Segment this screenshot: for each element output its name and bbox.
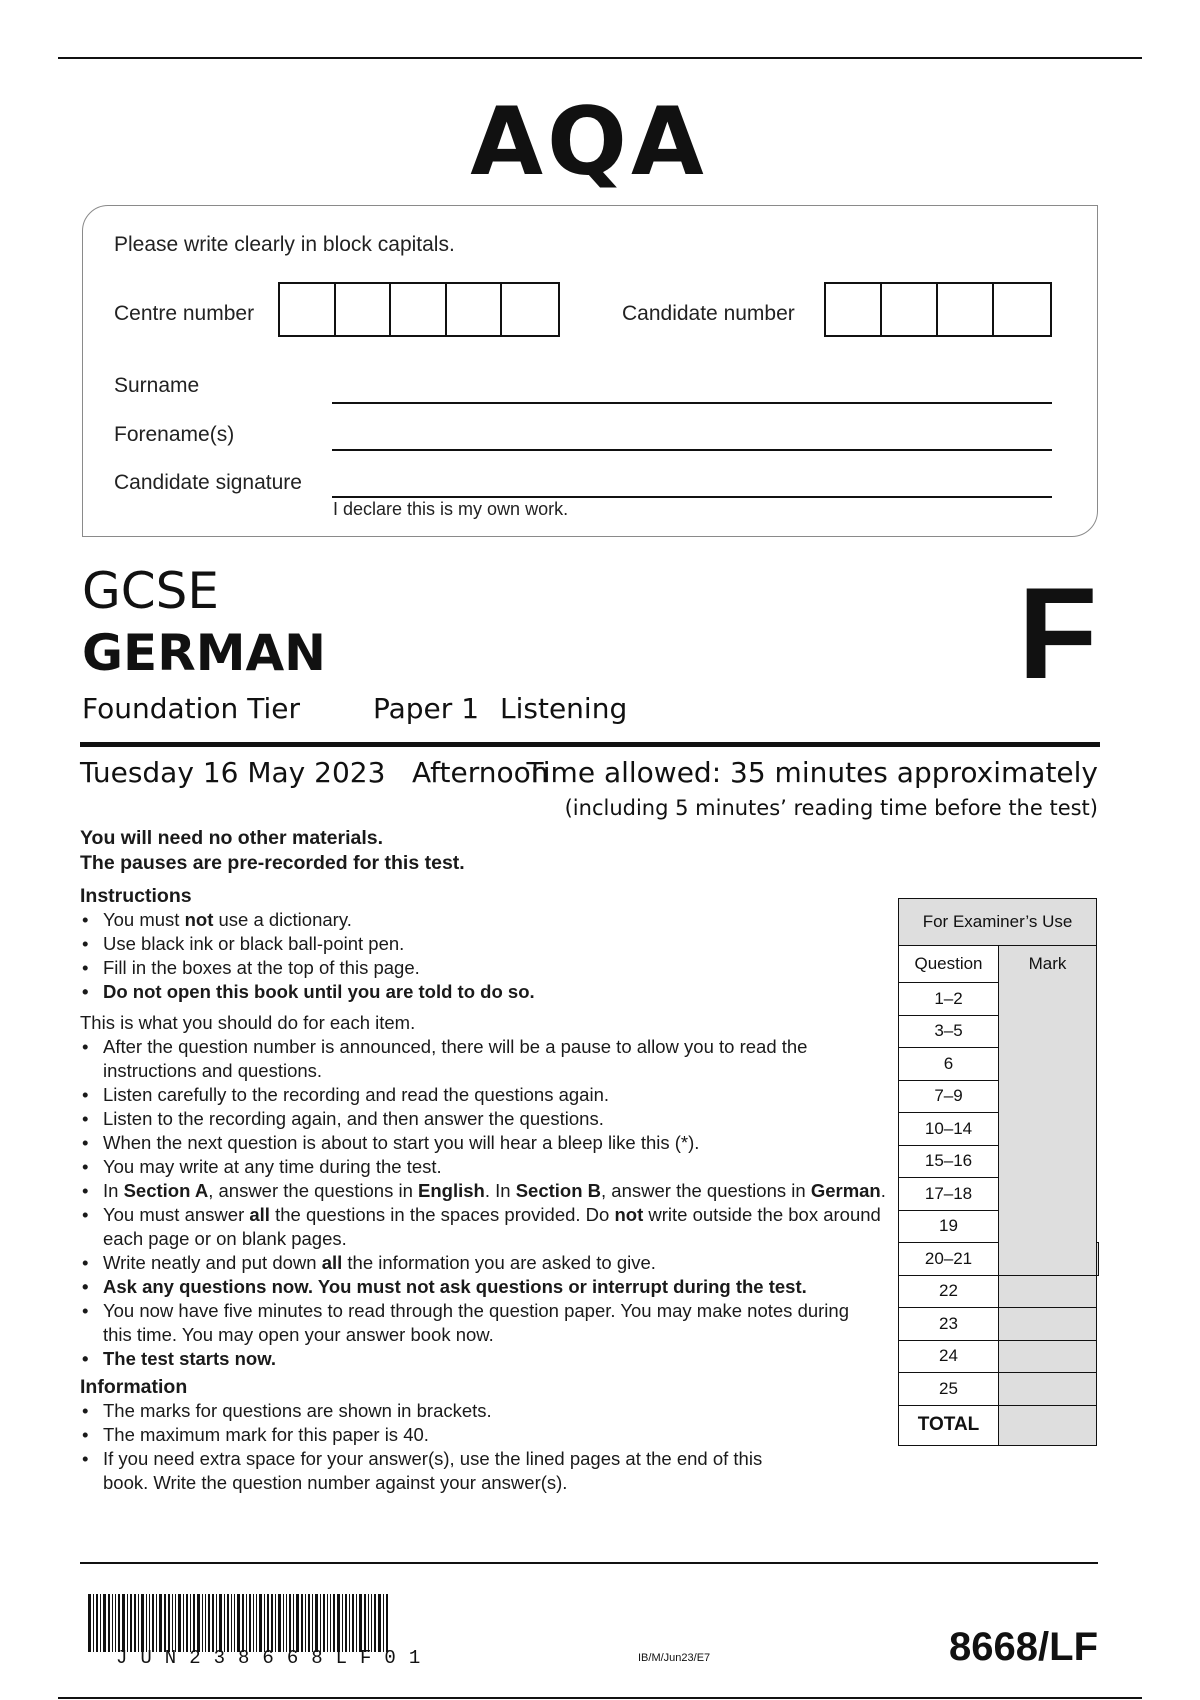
barcode-bar — [183, 1594, 184, 1652]
barcode-bar — [246, 1594, 247, 1652]
list-item: • You may write at any time during the test. — [80, 1155, 898, 1179]
exam-session: Afternoon — [412, 756, 549, 789]
digit-box[interactable] — [447, 284, 503, 335]
footer-rule — [80, 1562, 1098, 1564]
qualification-title: GCSE — [82, 562, 219, 620]
surname-label: Surname — [114, 374, 200, 397]
tier-label: Foundation Tier — [82, 692, 300, 725]
barcode-bar — [227, 1594, 229, 1652]
instructions-section — [80, 884, 898, 1495]
list-item: • Do not open this book until you are told to do so. — [80, 980, 898, 1004]
instructions-list-items — [80, 1035, 898, 1371]
barcode-bar — [146, 1594, 147, 1652]
information-list — [80, 1399, 800, 1495]
forename-label: Forename(s) — [114, 423, 235, 446]
barcode-bar — [253, 1594, 254, 1652]
question-cell: 23 — [899, 1308, 999, 1341]
barcode-bar — [312, 1594, 313, 1652]
barcode-bar — [323, 1594, 325, 1652]
barcode-bar — [349, 1594, 350, 1652]
mark-cell[interactable] — [999, 1275, 1097, 1308]
barcode-bar — [333, 1594, 335, 1652]
barcode-bar — [208, 1594, 210, 1652]
digit-box[interactable] — [280, 284, 336, 335]
barcode-bar — [112, 1594, 113, 1652]
materials-line-1: You will need no other materials. — [80, 827, 384, 849]
barcode-bar — [356, 1594, 357, 1652]
barcode-bar — [305, 1594, 306, 1652]
barcode-bar — [371, 1594, 372, 1652]
list-item: • If you need extra space for your answer(s), use the lined pages at the end of this book. Write the question number against your answer(s). — [80, 1447, 800, 1495]
question-cell: 19 — [899, 1210, 999, 1243]
barcode-bar — [378, 1594, 381, 1652]
barcode-bar — [249, 1594, 251, 1652]
barcode-bar — [267, 1594, 269, 1652]
list-item: • In Section A, answer the questions in English. In Section B, answer the questions in German. — [80, 1179, 898, 1203]
digit-box[interactable] — [938, 284, 994, 335]
declaration-text: I declare this is my own work. — [333, 499, 569, 519]
question-column-header: Question — [899, 946, 999, 983]
exam-date: Tuesday 16 May 2023 — [80, 756, 386, 789]
candidate-number-label: Candidate number — [622, 302, 795, 325]
subject-title: GERMAN — [82, 624, 326, 682]
barcode-bar — [216, 1594, 217, 1652]
candidate-number-boxes[interactable] — [824, 282, 1052, 337]
question-cell: 1–2 — [899, 983, 999, 1016]
bottom-rule — [58, 1697, 1142, 1699]
barcode-bar — [193, 1594, 195, 1652]
barcode-bar — [152, 1594, 154, 1652]
barcode-bar — [315, 1594, 318, 1652]
digit-box[interactable] — [391, 284, 447, 335]
barcode-bar — [264, 1594, 265, 1652]
barcode-bar — [122, 1594, 125, 1652]
digit-box[interactable] — [994, 284, 1050, 335]
question-cell: 6 — [899, 1048, 999, 1081]
barcode-bar — [330, 1594, 331, 1652]
barcode-bar — [205, 1594, 206, 1652]
barcode-bar — [327, 1594, 328, 1652]
materials-line-2: The pauses are pre-recorded for this test. — [80, 852, 465, 874]
paper-label: Paper 1 — [373, 692, 480, 725]
barcode-bar — [118, 1594, 120, 1652]
list-item: • Use black ink or black ball-point pen. — [80, 932, 898, 956]
mark-cell[interactable] — [1097, 1243, 1099, 1276]
mark-column-header: Mark — [999, 946, 1097, 1276]
title-rule — [80, 742, 1100, 747]
surname-field[interactable] — [332, 402, 1052, 404]
barcode-bar — [383, 1594, 384, 1652]
list-item: • After the question number is announced, there will be a pause to allow you to read the instructions and questions. — [80, 1035, 898, 1083]
barcode-bar — [259, 1594, 262, 1652]
examiner-table-header: For Examiner’s Use — [899, 899, 1097, 946]
barcode-bar — [175, 1594, 176, 1652]
question-cell: 15–16 — [899, 1145, 999, 1178]
question-cell: 24 — [899, 1340, 999, 1373]
barcode-bar — [337, 1594, 340, 1652]
barcode-bar — [93, 1594, 94, 1652]
time-note: (including 5 minutes’ reading time before the test) — [564, 796, 1098, 820]
barcode-bar — [168, 1594, 170, 1652]
barcode-bar — [212, 1594, 214, 1652]
barcode-bar — [115, 1594, 116, 1652]
component-label: Listening — [500, 692, 628, 725]
digit-box[interactable] — [826, 284, 882, 335]
barcode-bar — [308, 1594, 310, 1652]
barcode-bar — [172, 1594, 173, 1652]
barcode-bar — [178, 1594, 181, 1652]
barcode-bar — [237, 1594, 240, 1652]
barcode-bar — [127, 1594, 128, 1652]
barcode-bar — [293, 1594, 294, 1652]
tier-letter: F — [1018, 560, 1098, 706]
barcode-bar — [278, 1594, 281, 1652]
barcode-bar — [164, 1594, 166, 1652]
barcode-bar — [190, 1594, 191, 1652]
barcode-bar — [286, 1594, 287, 1652]
barcode-bar — [134, 1594, 136, 1652]
barcode-bar — [231, 1594, 232, 1652]
barcode-bar — [100, 1594, 101, 1652]
mark-cell[interactable] — [999, 1308, 1097, 1341]
digit-box[interactable] — [336, 284, 392, 335]
barcode-bar — [141, 1594, 144, 1652]
barcode-bar — [374, 1594, 376, 1652]
list-item: • Write neatly and put down all the information you are asked to give. — [80, 1251, 898, 1275]
question-cell: 25 — [899, 1373, 999, 1406]
barcode-bar — [108, 1594, 110, 1652]
list-item: • The test starts now. — [80, 1347, 898, 1371]
barcode-bar — [219, 1594, 222, 1652]
barcode-bar — [283, 1594, 284, 1652]
list-item: • You now have five minutes to read through the question paper. You may make notes during this time. You may open your answer book now. — [80, 1299, 898, 1347]
top-rule — [58, 57, 1142, 59]
aqa-logo: AQA — [470, 88, 708, 197]
list-item: • The maximum mark for this paper is 40. — [80, 1423, 800, 1447]
barcode-bar — [256, 1594, 257, 1652]
barcode-bar — [202, 1594, 203, 1652]
list-item: • When the next question is about to start you will hear a bleep like this (*). — [80, 1131, 898, 1155]
list-item: • Ask any questions now. You must not ask questions or interrupt during the test. — [80, 1275, 898, 1299]
digit-box[interactable] — [882, 284, 938, 335]
barcode-bar — [342, 1594, 343, 1652]
barcode-bar — [345, 1594, 347, 1652]
mark-cell[interactable] — [999, 1373, 1097, 1406]
barcode-text: JUN238668LF01 — [116, 1647, 434, 1669]
signature-field[interactable] — [332, 496, 1052, 498]
barcode-bar — [242, 1594, 244, 1652]
centre-number-label: Centre number — [114, 302, 255, 325]
barcode-bar — [386, 1594, 388, 1652]
list-item: • Listen to the recording again, and then answer the questions. — [80, 1107, 898, 1131]
barcode-bar — [352, 1594, 354, 1652]
centre-number-boxes[interactable] — [278, 282, 560, 337]
barcode-bar — [271, 1594, 273, 1652]
barcode-bar — [296, 1594, 299, 1652]
barcode-bar — [156, 1594, 157, 1652]
item-intro: This is what you should do for each item. — [80, 1012, 416, 1033]
list-item: • Listen carefully to the recording and read the questions again. — [80, 1083, 898, 1107]
barcode-bar — [275, 1594, 276, 1652]
digit-box[interactable] — [502, 284, 558, 335]
list-item: • You must not use a dictionary. — [80, 908, 898, 932]
barcode-bar — [149, 1594, 150, 1652]
barcode-bar — [224, 1594, 225, 1652]
barcode-bar — [96, 1594, 98, 1652]
list-item: • You must answer all the questions in the spaces provided. Do not write outside the box around each page or on blank pages. — [80, 1203, 898, 1251]
barcode-bar — [289, 1594, 291, 1652]
paper-reference: IB/M/Jun23/E7 — [638, 1652, 711, 1664]
barcode-bar — [130, 1594, 132, 1652]
barcode-bar — [320, 1594, 321, 1652]
barcode-bar — [159, 1594, 162, 1652]
signature-label: Candidate signature — [114, 471, 302, 494]
instructions-list-top — [80, 908, 898, 1004]
question-cell: 3–5 — [899, 1015, 999, 1048]
list-item: • Fill in the boxes at the top of this page. — [80, 956, 898, 980]
question-cell: 7–9 — [899, 1080, 999, 1113]
paper-code: 8668/LF — [949, 1625, 1098, 1669]
question-cell: 20–21 — [899, 1243, 999, 1276]
question-cell: 22 — [899, 1275, 999, 1308]
barcode-bar — [359, 1594, 362, 1652]
question-cell: 17–18 — [899, 1178, 999, 1211]
barcode-bar — [138, 1594, 139, 1652]
question-cell: 10–14 — [899, 1113, 999, 1146]
barcode-bar — [301, 1594, 303, 1652]
barcode-bar — [186, 1594, 188, 1652]
information-heading: Information — [80, 1376, 188, 1398]
total-label: TOTAL — [899, 1405, 999, 1445]
barcode-bar — [368, 1594, 369, 1652]
barcode — [88, 1594, 390, 1652]
block-capitals-instruction: Please write clearly in block capitals. — [114, 233, 455, 256]
barcode-bar — [103, 1594, 106, 1652]
list-item: • The marks for questions are shown in brackets. — [80, 1399, 800, 1423]
barcode-bar — [364, 1594, 366, 1652]
barcode-bar — [88, 1594, 91, 1652]
examiner-use-table — [898, 898, 1099, 1446]
total-mark-cell[interactable] — [999, 1405, 1097, 1445]
mark-cell[interactable] — [999, 1340, 1097, 1373]
instructions-heading: Instructions — [80, 885, 192, 907]
forename-field[interactable] — [332, 449, 1052, 451]
barcode-bar — [234, 1594, 235, 1652]
time-allowed: Time allowed: 35 minutes approximately — [526, 756, 1098, 789]
barcode-bar — [197, 1594, 200, 1652]
